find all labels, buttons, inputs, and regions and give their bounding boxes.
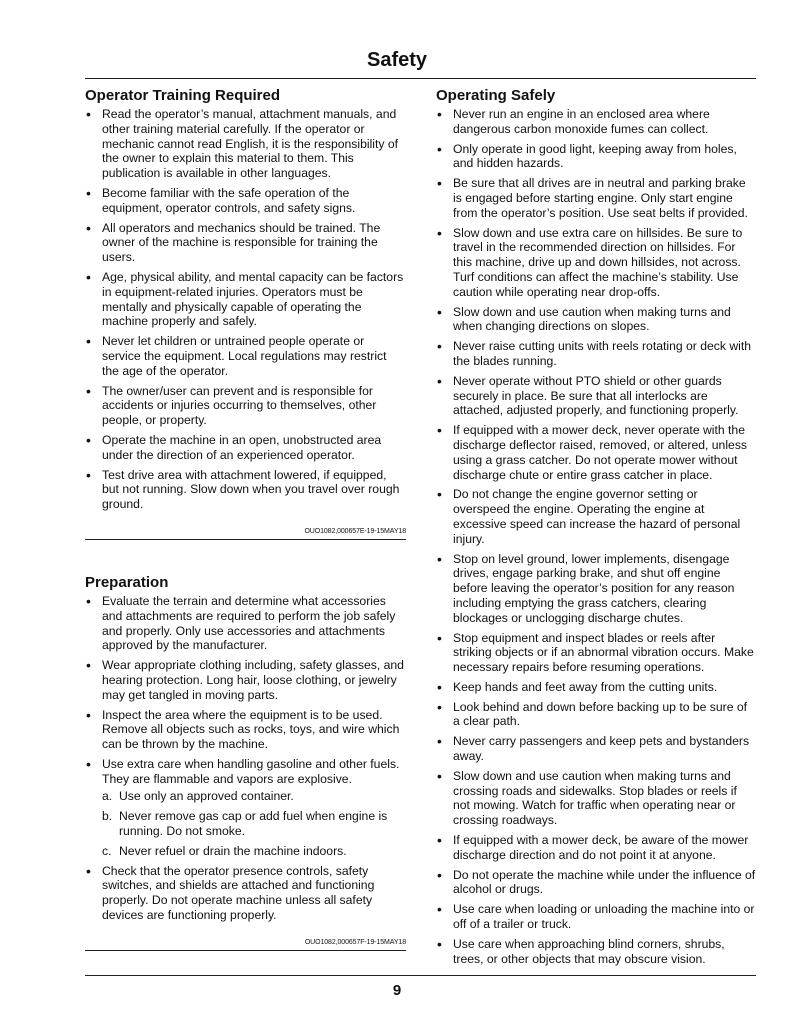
sub-text: Never refuel or drain the machine indoors. [119,843,347,858]
sub-marker: a. [102,789,113,804]
list-item: • Age, physical ability, and mental capacity can be factors in equipment-related injuries. Operators must be mentally and physically capable of operating the machine properly and safely. [85,270,406,329]
sub-marker: c. [102,843,112,858]
list-item: • Do not change the engine governor setting or overspeed the engine. Operating the engine at excessive speed can increase the hazard of personal injury. [436,487,757,546]
operating-safely-section [436,86,757,966]
list-item: • Read the operator’s manual, attachment manuals, and other training material carefully. If the operator or mechanic cannot read English, it is the responsibility of the owner to explain this material to them. This publication is available in other languages. [85,107,406,181]
list-item: • Test drive area with attachment lowered, if equipped, but not running. Slow down when you travel over rough ground. [85,468,406,512]
sub-list [102,789,406,858]
list-item: • Look behind and down before backing up to be sure of a clear path. [436,700,757,730]
list-item: • Slow down and use extra care on hillsides. Be sure to travel in the recommended direction on hillsides. For this machine, drive up and down hillsides, not across. Turf conditions can affect the machine’s stability. Use caution while operating near drop-offs. [436,226,757,300]
list-item: • If equipped with a mower deck, never operate with the discharge deflector raised, removed, or altered, unless using a grass catcher. Do not operate mower without discharge chute or entire grass catcher in place. [436,423,757,482]
sub-list-item [102,789,406,804]
list-item: • Slow down and use caution when making turns and crossing roads and sidewalks. Stop blades or reels if not mowing. Watch for traffic when operating near or crossing roadways. [436,769,757,828]
list-item: • Become familiar with the safe operation of the equipment, operator controls, and safety signs. [85,186,406,216]
list-item: • Be sure that all drives are in neutral and parking brake is engaged before starting engine. Only start engine from the operator’s position. Use seat belts if provided. [436,176,757,220]
list-item: • Stop on level ground, lower implements, disengage drives, engage parking brake, and shut off engine before leaving the operator’s position for any reason including emptying the grass catchers, clearing blockages or unclogging discharge chutes. [436,552,757,626]
list-item: • Never let children or untrained people operate or service the equipment. Local regulations may restrict the age of the operator. [85,334,406,378]
list-item: • Use care when loading or unloading the machine into or off of a trailer or truck. [436,902,757,932]
operator-training-section [85,86,406,540]
operator-training-list [85,107,406,512]
section-spacer [85,540,406,573]
operating-safely-heading: Operating Safely [436,87,556,104]
right-column [436,86,757,971]
list-item: • All operators and mechanics should be trained. The owner of the machine is responsible for training the users. [85,221,406,265]
sub-list-item [102,844,406,859]
list-item: • Never run an engine in an enclosed area where dangerous carbon monoxide fumes can collect. [436,107,757,137]
operator-training-heading: Operator Training Required [85,87,281,104]
reference-code: OUO1082,000657F-19-15MAY18 [85,938,406,951]
list-item: • Stop equipment and inspect blades or reels after striking objects or if an abnormal vibration occurs. Make necessary repairs before resuming operations. [436,631,757,675]
footer-rule [85,975,756,976]
preparation-heading: Preparation [85,573,169,591]
list-item: • Inspect the area where the equipment is to be used. Remove all objects such as rocks, toys, and wire which can be thrown by the machine. [85,708,406,752]
list-item: • Check that the operator presence controls, safety switches, and shields are attached and functioning properly. Do not operate machine unless all safety devices are functioning properly. [85,864,406,923]
list-item: • Never operate without PTO shield or other guards securely in place. Be sure that all interlocks are attached, adjusted properly, and functioning properly. [436,374,757,418]
list-item: • The owner/user can prevent and is responsible for accidents or injuries occurring to themselves, other people, or property. [85,384,406,428]
operating-safely-list [436,107,757,966]
list-item: • Keep hands and feet away from the cutting units. [436,680,757,695]
sub-marker: b. [102,809,113,824]
left-column [85,86,406,951]
sub-text: Never remove gas cap or add fuel when engine is running. Do not smoke. [119,809,388,839]
list-item: • Never carry passengers and keep pets and bystanders away. [436,734,757,764]
sub-list-item [102,809,406,839]
list-item: • Use care when approaching blind corners, shrubs, trees, or other objects that may obscure vision. [436,937,757,967]
page-title: Safety [366,49,428,71]
list-item: • Only operate in good light, keeping away from holes, and hidden hazards. [436,142,757,172]
reference-code: OUO1082,000657E-19-15MAY18 [85,527,406,540]
sub-text: Use only an approved container. [119,789,294,804]
list-item: • Do not operate the machine while under the influence of alcohol or drugs. [436,868,757,898]
preparation-list [85,594,406,923]
list-item: • If equipped with a mower deck, be aware of the mower discharge direction and do not point it at anyone. [436,833,757,863]
list-item: • Wear appropriate clothing including, safety glasses, and hearing protection. Long hair, loose clothing, or jewelry may get tangled in moving parts. [85,658,406,702]
list-item-text: Use extra care when handling gasoline and other fuels. They are flammable and vapors are explosive. [102,756,400,786]
list-item: • Operate the machine in an open, unobstructed area under the direction of an experienced operator. [85,433,406,463]
preparation-section [85,573,406,951]
list-item: • Evaluate the terrain and determine what accessories and attachments are required to perform the job safely and properly. Only use accessories and attachments approved by the manufacturer. [85,594,406,653]
header-rule [85,78,756,79]
list-item [85,757,406,859]
page-number: 9 [392,982,402,999]
list-item: • Slow down and use caution when making turns and when changing directions on slopes. [436,305,757,335]
list-item: • Never raise cutting units with reels rotating or deck with the blades running. [436,339,757,369]
